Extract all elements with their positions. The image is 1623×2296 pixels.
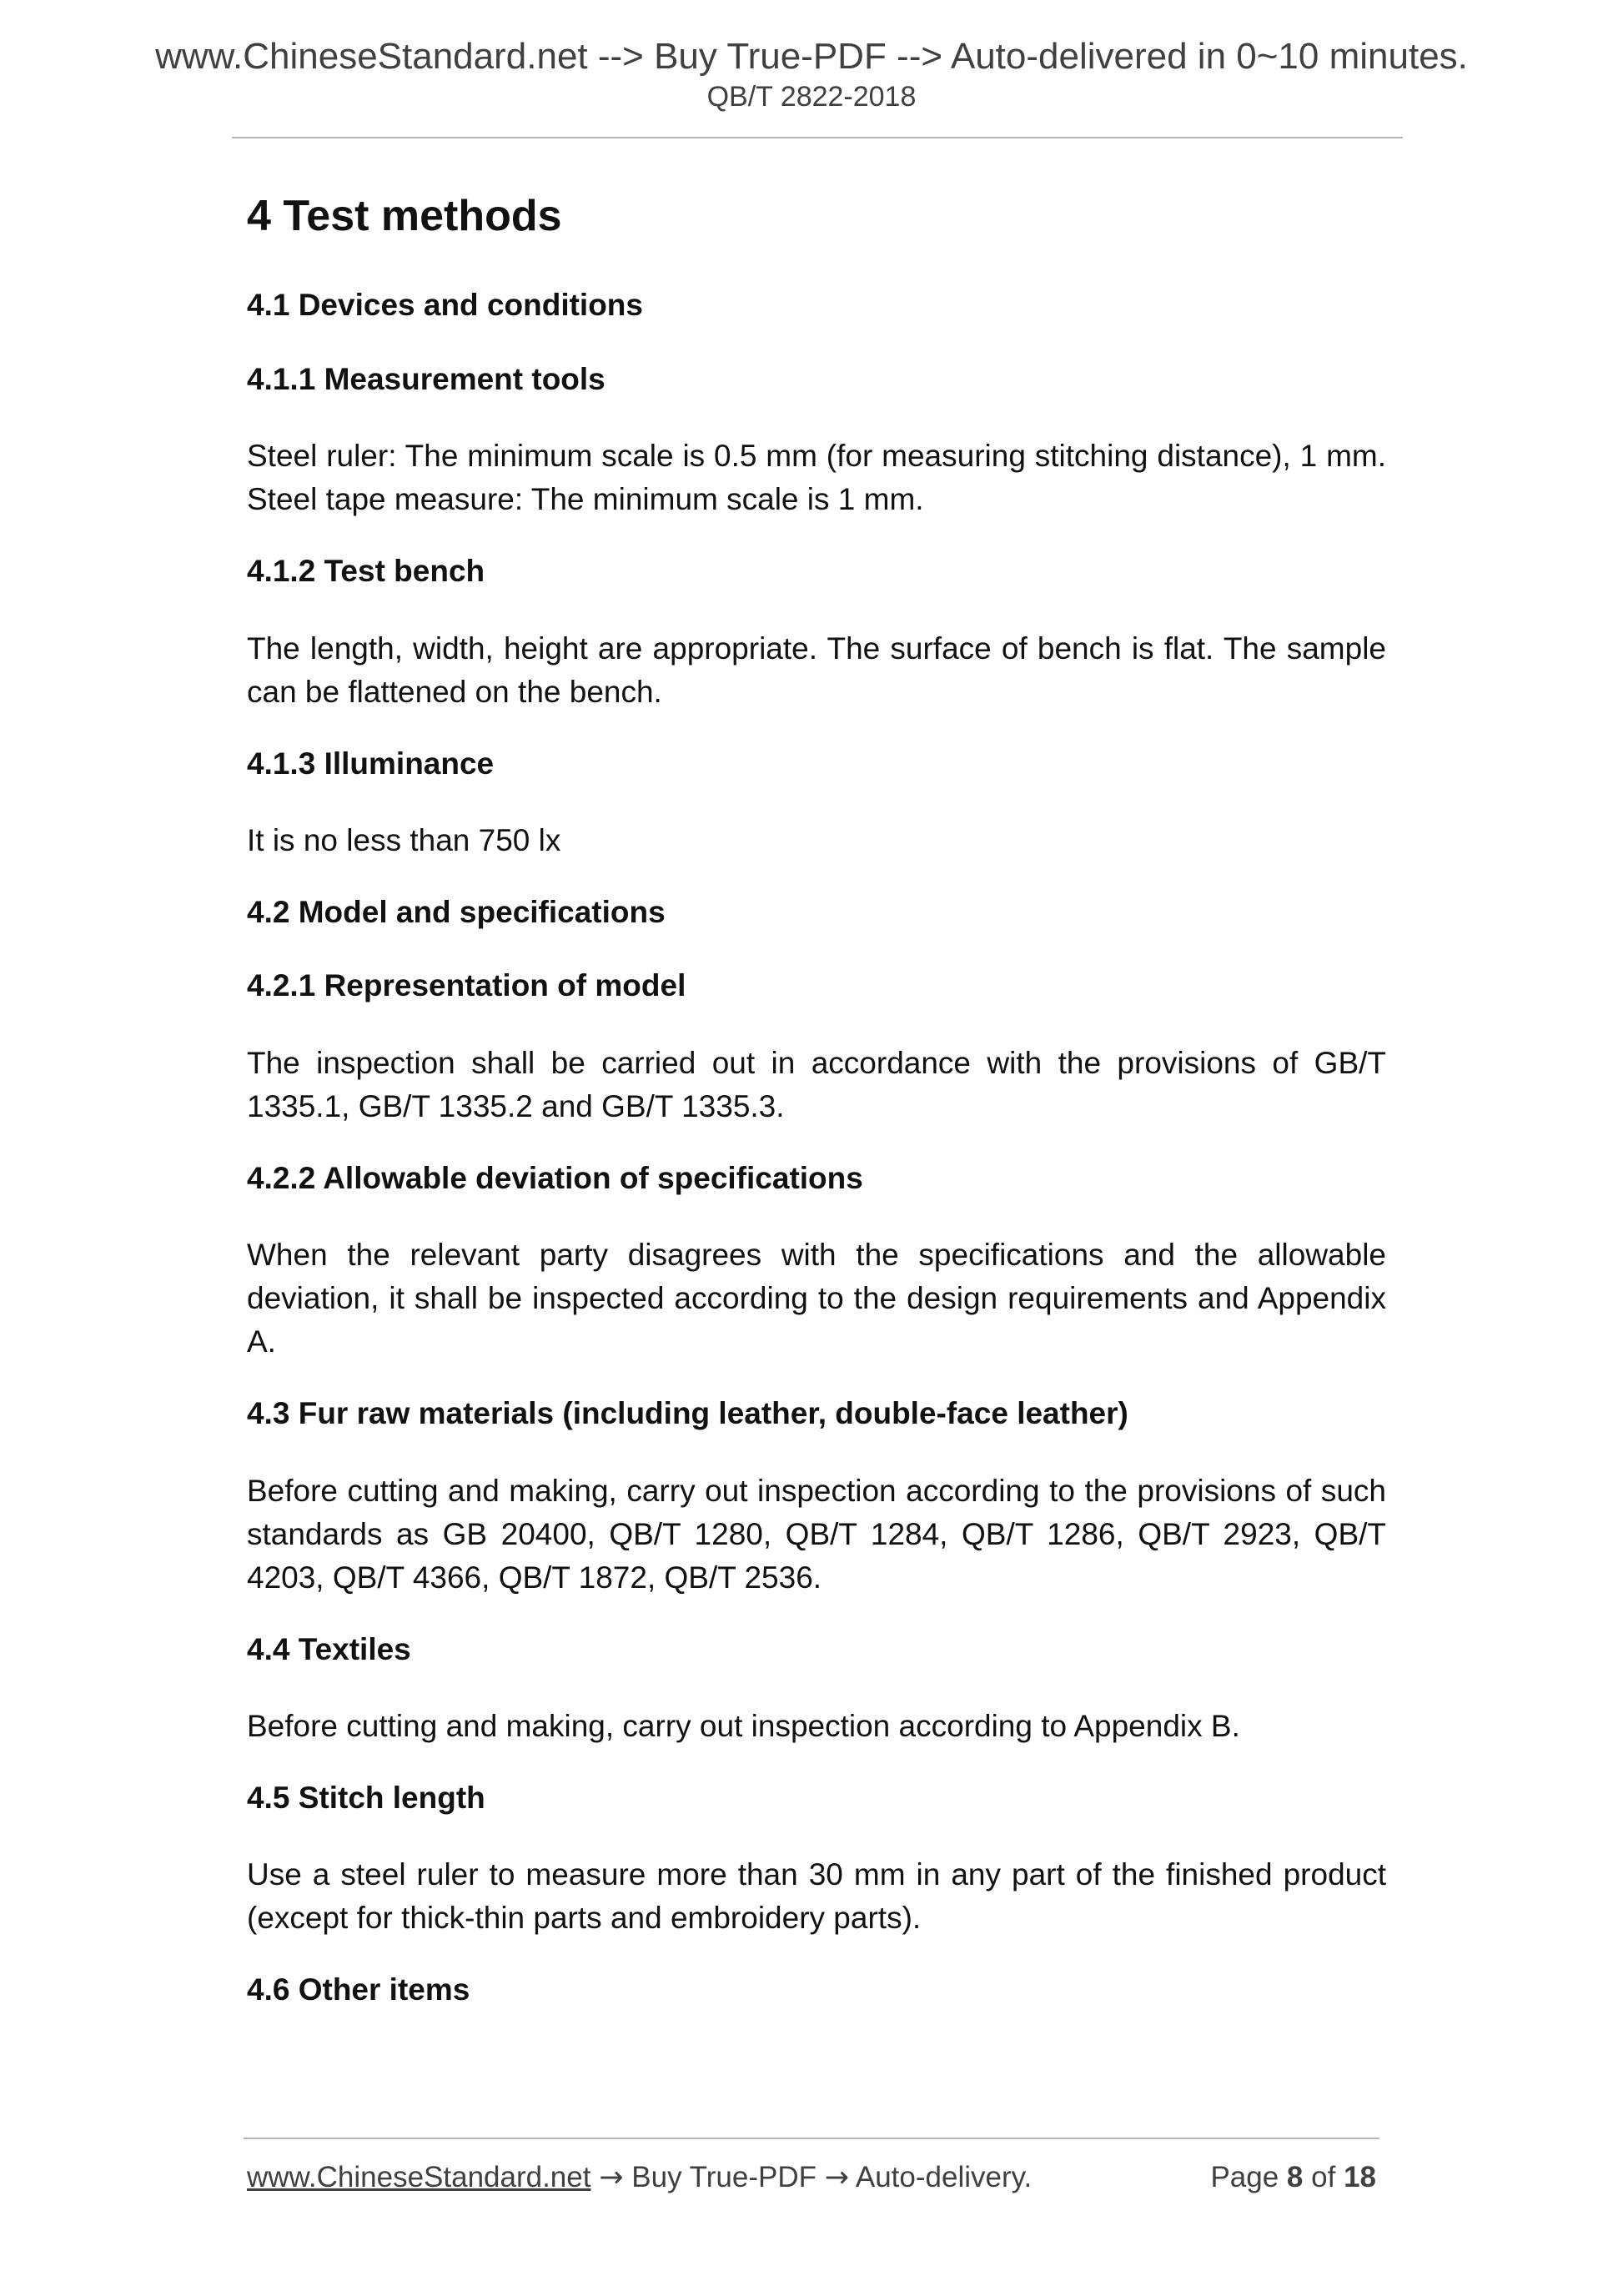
heading-4-6: 4.6 Other items: [247, 1972, 470, 2007]
page-total: 18: [1344, 2161, 1376, 2193]
paragraph-4-2-2: When the relevant party disagrees with the specifications and the allowable deviation, it shall be inspected according to the design requirements and Appendix A.: [247, 1238, 1386, 1359]
paragraph-4-1-2: The length, width, height are appropriate. The surface of bench is flat. The sample can be flattened on the bench.: [247, 631, 1386, 709]
heading-4-2-2: 4.2.2 Allowable deviation of specifications: [247, 1160, 863, 1195]
heading-4-1-1: 4.1.1 Measurement tools: [247, 361, 605, 396]
heading-4-2-1: 4.2.1 Representation of model: [247, 968, 686, 1003]
heading-4-3: 4.3 Fur raw materials (including leather, double-face leather): [247, 1396, 1128, 1431]
top-banner: www.ChineseStandard.net --> Buy True-PDF --> Auto-delivered in 0~10 minutes.: [155, 36, 1468, 77]
page-indicator: [1210, 2160, 1376, 2195]
page-number: 8: [1286, 2161, 1304, 2193]
paragraph-4-1-3: It is no less than 750 lx: [247, 822, 561, 857]
paragraph-4-4: Before cutting and making, carry out inspection according to Appendix B.: [247, 1708, 1240, 1743]
arrow-right-icon: →: [599, 2161, 624, 2194]
heading-4-1: 4.1 Devices and conditions: [247, 288, 643, 323]
paragraph-4-5: Use a steel ruler to measure more than 30 mm in any part of the finished product (except for thick-thin parts and embroidery parts).: [247, 1857, 1386, 1936]
section-title: 4 Test methods: [247, 192, 562, 240]
heading-4-1-2: 4.1.2 Test bench: [247, 554, 485, 589]
heading-4-1-3: 4.1.3 Illuminance: [247, 746, 495, 781]
of-label: of: [1311, 2161, 1336, 2193]
paragraph-4-1-1: Steel ruler: The minimum scale is 0.5 mm (for measuring stitching distance), 1 mm. Steel tape measure: The minimum scale is 1 mm.: [247, 439, 1386, 517]
page-label: Page: [1210, 2161, 1279, 2193]
heading-4-2: 4.2 Model and specifications: [247, 894, 666, 929]
header-divider: [232, 137, 1403, 138]
heading-4-5: 4.5 Stitch length: [247, 1780, 485, 1815]
delivery-text: Auto-delivery.: [855, 2161, 1033, 2193]
arrow-right-icon: →: [824, 2161, 850, 2194]
buy-text: Buy True-PDF: [631, 2161, 817, 2193]
footer-divider: [244, 2138, 1379, 2139]
site-link[interactable]: www.ChineseStandard.net: [247, 2161, 591, 2193]
paragraph-4-3: Before cutting and making, carry out inspection according to the provisions of such standards as GB 20400, QB/T 1280, QB/T 1284, QB/T 1286, QB/T 2923, QB/T 4203, QB/T 4366, QB/T 1872, QB/T 2536.: [247, 1473, 1386, 1595]
paragraph-4-2-1: The inspection shall be carried out in accordance with the provisions of GB/T 1335.1, GB/T 1335.2 and GB/T 1335.3.: [247, 1045, 1386, 1123]
footer-links: [247, 2160, 1032, 2195]
standard-code: QB/T 2822-2018: [706, 81, 917, 113]
heading-4-4: 4.4 Textiles: [247, 1631, 411, 1666]
document-body: [247, 190, 1386, 2046]
